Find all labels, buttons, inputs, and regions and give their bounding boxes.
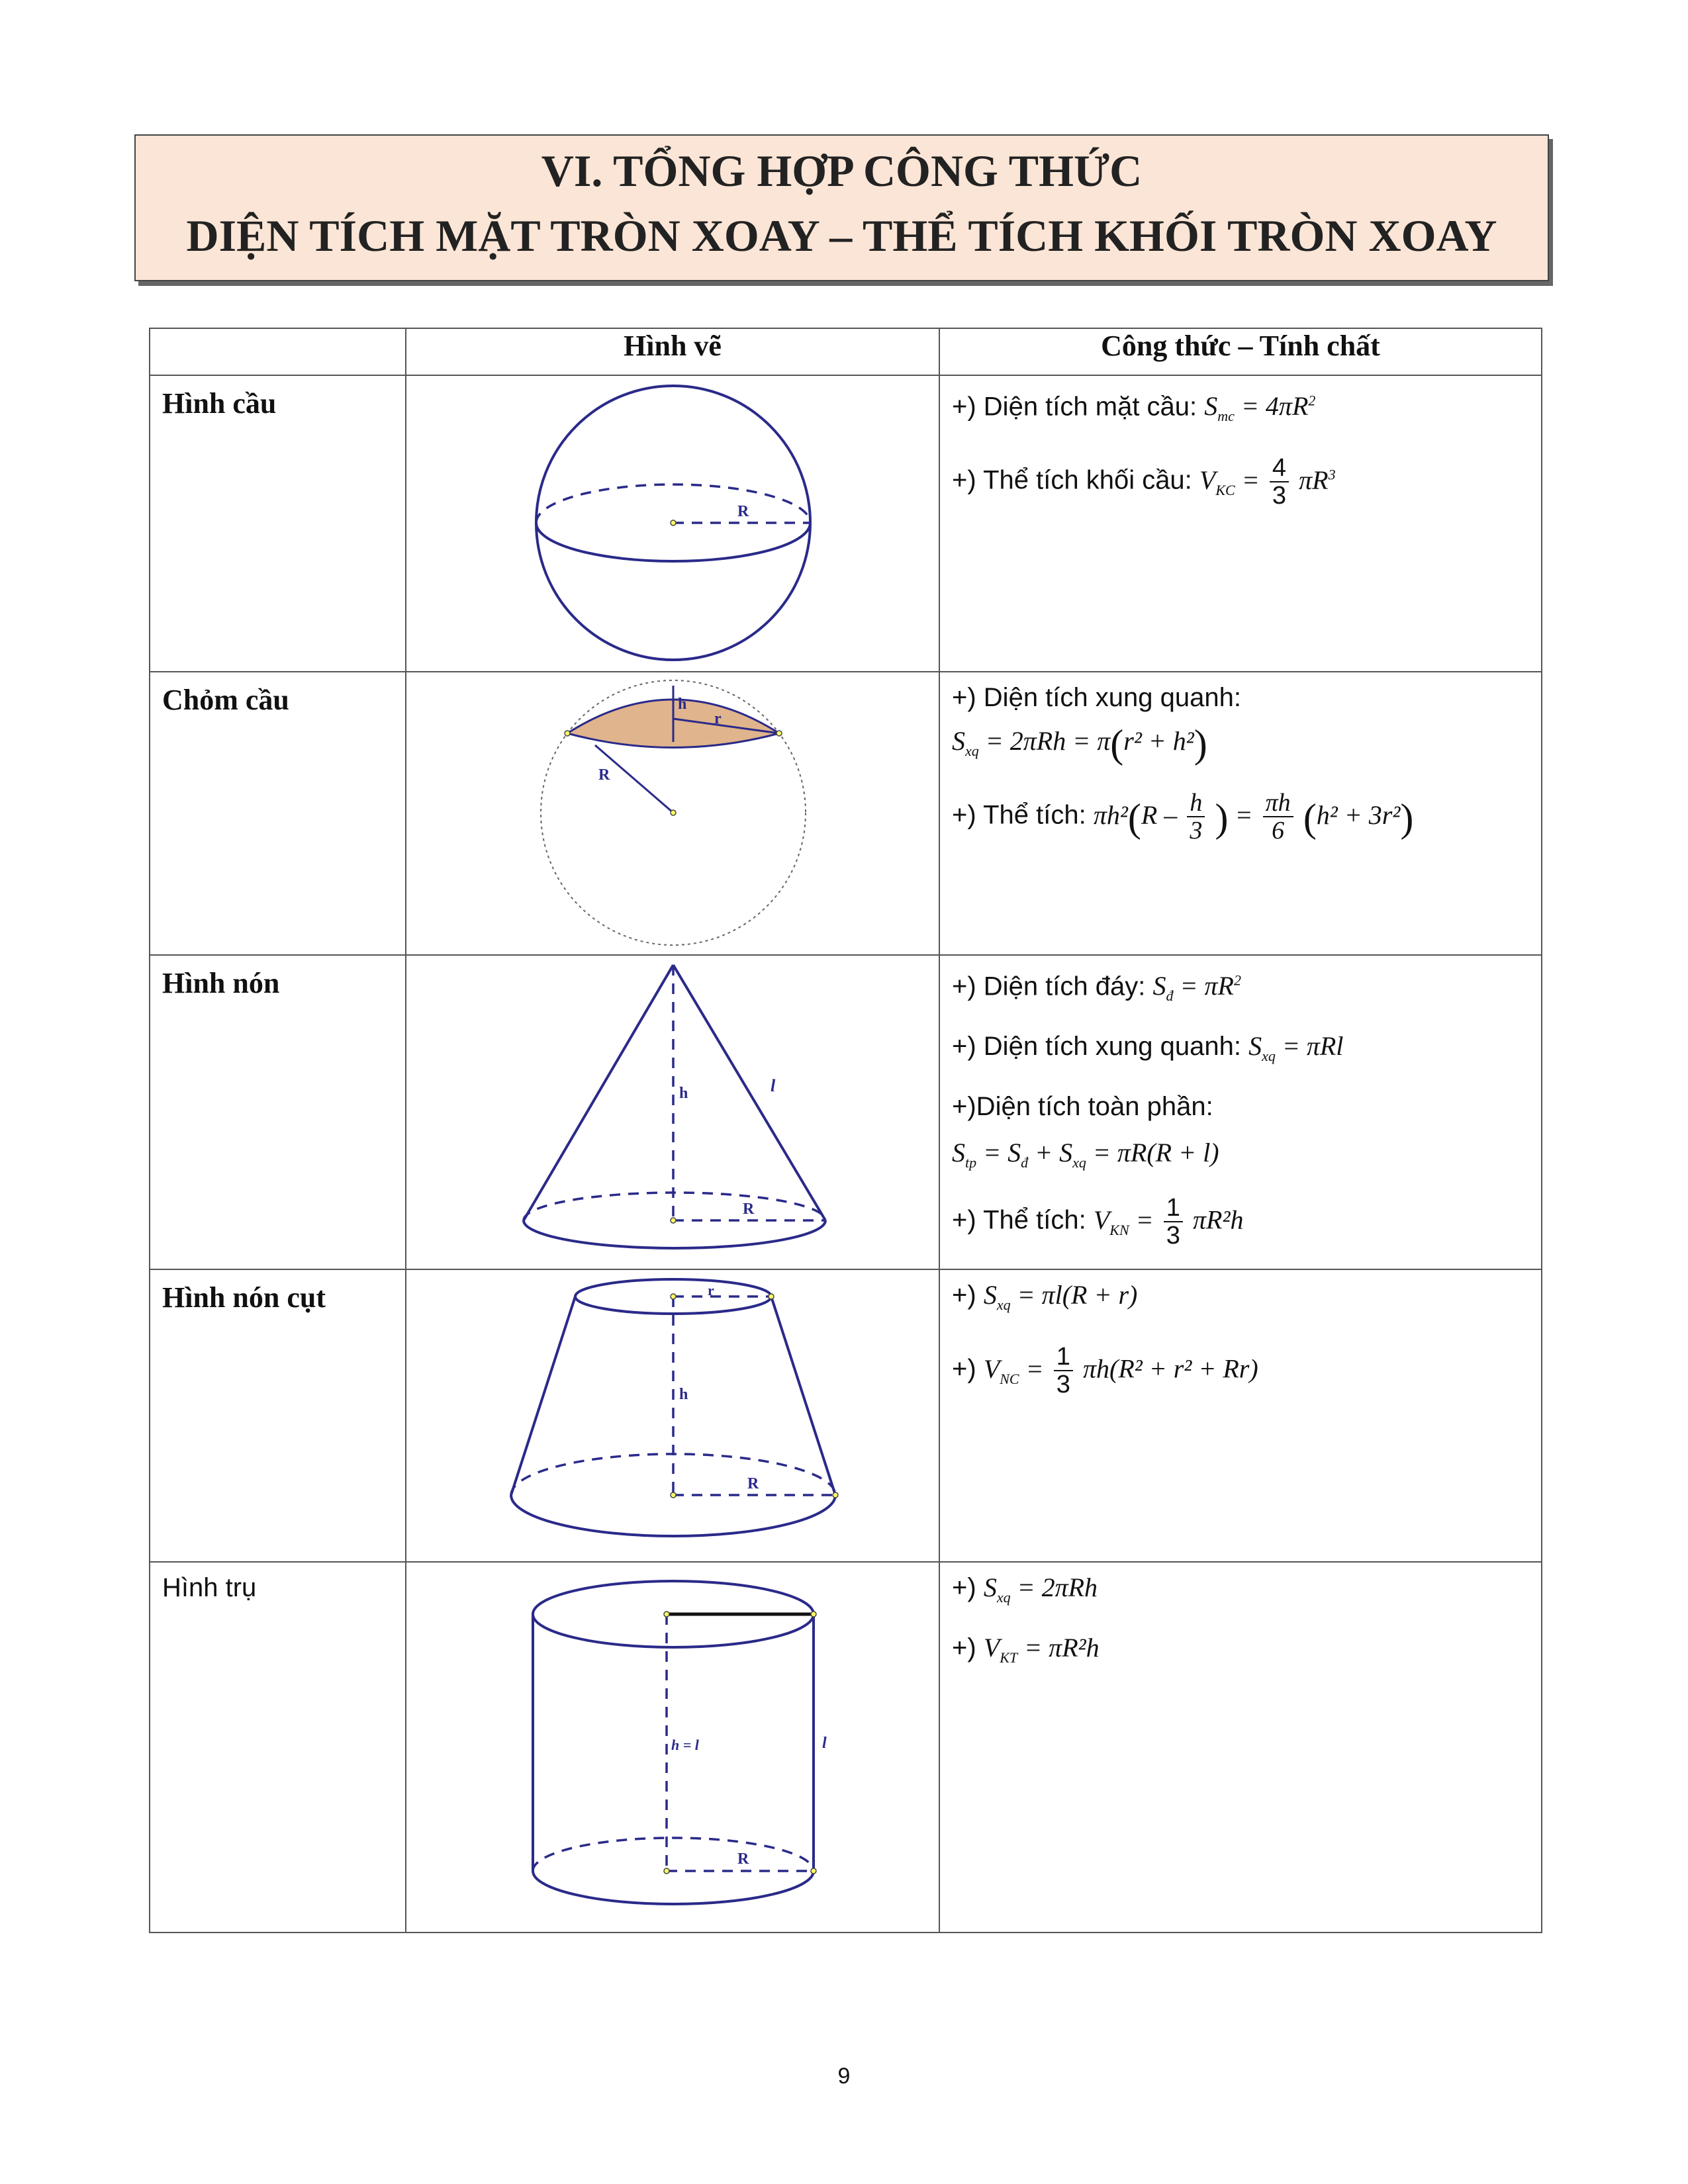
formula-line: +) Diện tích xung quanh: bbox=[952, 683, 1241, 712]
formula-cell bbox=[939, 1269, 1542, 1562]
table-row-cap bbox=[150, 672, 1542, 955]
table-header-row bbox=[150, 328, 1542, 375]
row-name: Chỏm cầu bbox=[150, 672, 406, 955]
formula-line: +) Thể tích khối cầu: $V_{KC}$ = $\frac{4}{3}$ $\pi R^3$ bbox=[952, 454, 1336, 510]
cap-figure bbox=[406, 672, 940, 950]
row-name: Hình cầu bbox=[150, 375, 406, 672]
formula-line: +) $S_{xq} = \pi l(R + r)$ bbox=[952, 1280, 1138, 1314]
table-row-cone bbox=[150, 955, 1542, 1269]
label-R: R bbox=[598, 766, 610, 784]
label-r: r bbox=[708, 1282, 714, 1299]
formula-cell bbox=[939, 955, 1542, 1269]
label-r: r bbox=[714, 710, 722, 727]
formula-line: $S_{tp} = S_đ + S_{xq} = \pi R(R + l)$ bbox=[952, 1138, 1219, 1171]
page-number: 9 bbox=[837, 2064, 851, 2089]
row-name: Hình nón cụt bbox=[150, 1269, 406, 1562]
label-l: l bbox=[822, 1735, 827, 1752]
formula-line: +)Diện tích toàn phần: bbox=[952, 1092, 1213, 1122]
label-l: l bbox=[771, 1076, 776, 1095]
header-formula: Công thức – Tính chất bbox=[939, 328, 1542, 375]
sphere-figure-cell bbox=[406, 375, 939, 672]
formula-line: +) $S_{xq} = 2\pi Rh$ bbox=[952, 1572, 1098, 1606]
formula-line: +) Diện tích đáy: $S_đ = \pi R^2$ bbox=[952, 971, 1241, 1005]
table-row-cylinder bbox=[150, 1562, 1542, 1933]
header-figure: Hình vẽ bbox=[406, 328, 939, 375]
formula-line: +) Diện tích mặt cầu: $S_{mc} = 4\pi R^2$ bbox=[952, 391, 1316, 425]
label-R: R bbox=[737, 1850, 749, 1868]
header-empty bbox=[150, 328, 406, 375]
frustum-figure bbox=[406, 1270, 940, 1557]
row-name: Hình trụ bbox=[150, 1562, 406, 1933]
row-name: Hình nón bbox=[150, 955, 406, 1269]
table-row-frustum bbox=[150, 1269, 1542, 1562]
cap-figure-cell bbox=[406, 672, 939, 955]
cylinder-figure bbox=[406, 1563, 940, 1928]
table-row-sphere bbox=[150, 375, 1542, 672]
cone-figure bbox=[406, 956, 940, 1260]
formula-line: +) $V_{NC}$ = $\frac{1}{3}$ πh(R² + r² + Rr) bbox=[952, 1343, 1258, 1399]
formula-line: $S_{xq} = 2\pi Rh = \pi(r^2 + h^2)$ bbox=[952, 721, 1207, 766]
formula-cell bbox=[939, 672, 1542, 955]
title-banner bbox=[134, 134, 1549, 281]
cylinder-figure-cell bbox=[406, 1562, 939, 1933]
formula-table bbox=[149, 328, 1542, 1933]
label-h: h bbox=[678, 696, 687, 713]
formula-line: +) $V_{KT} = \pi R^2h$ bbox=[952, 1633, 1100, 1666]
sphere-figure bbox=[406, 376, 940, 667]
title-line-2: DIỆN TÍCH MẶT TRÒN XOAY – THỂ TÍCH KHỐI TRÒN XOAY bbox=[186, 210, 1497, 261]
label-h-equals-l: h = l bbox=[671, 1737, 699, 1754]
frustum-figure-cell bbox=[406, 1269, 939, 1562]
formula-line: +) Thể tích: $V_{KN}$ = $\frac{1}{3}$ πR²h bbox=[952, 1194, 1244, 1250]
label-R: R bbox=[743, 1201, 755, 1218]
label-h: h bbox=[679, 1085, 688, 1102]
formula-line: +) Diện tích xung quanh: $S_{xq} = \pi Rl$ bbox=[952, 1031, 1344, 1065]
formula-cell bbox=[939, 1562, 1542, 1933]
cone-figure-cell bbox=[406, 955, 939, 1269]
formula-cell bbox=[939, 375, 1542, 672]
title-line-1: VI. TỔNG HỢP CÔNG THỨC bbox=[541, 146, 1143, 196]
label-R: R bbox=[747, 1475, 759, 1493]
label-R: R bbox=[737, 503, 749, 520]
formula-line: +) Thể tích: πh²(R – $\frac{h}{3}$ ) = $\frac{\pi h}{6}$ (h² + 3r²) bbox=[952, 789, 1414, 844]
label-h: h bbox=[679, 1386, 688, 1404]
